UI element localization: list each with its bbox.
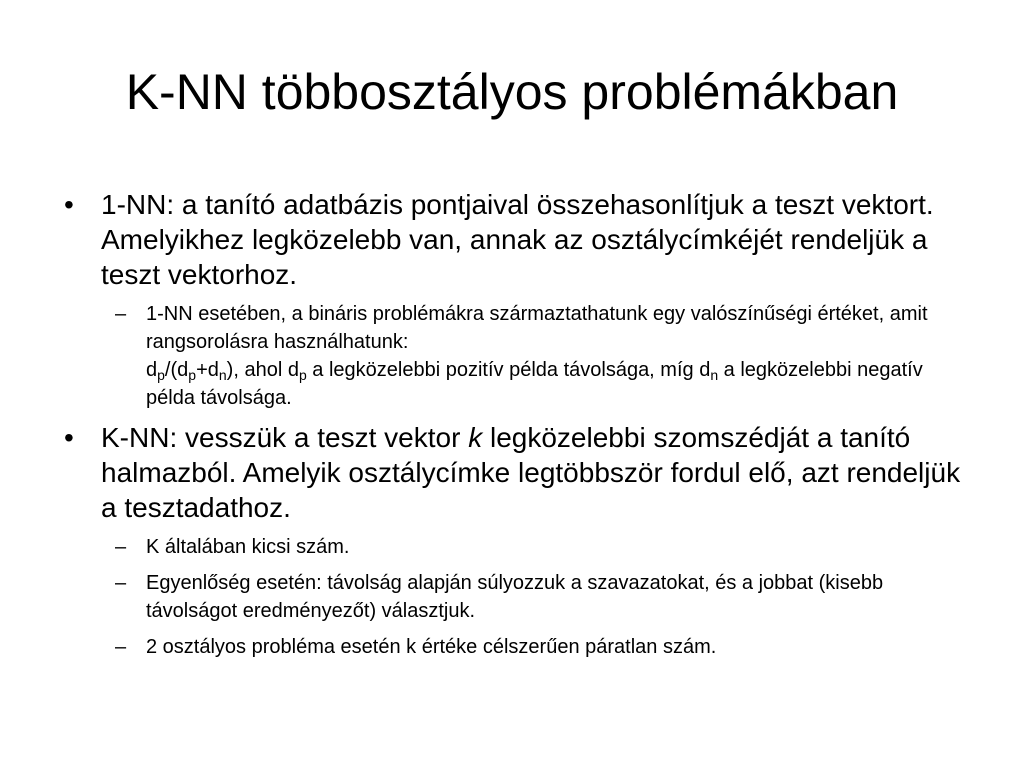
slide-title: K-NN többosztályos problémákban: [125, 64, 899, 120]
bullet-text: 1-NN: a tanító adatbázis pontjaival összehasonlítjuk a teszt vektort. Amelyikhez legközelebb van, annak az osztálycímkéjét rendeljük a teszt vektorhoz.: [101, 189, 934, 290]
sub-item-probability: [115, 300, 956, 412]
dash-icon: –: [115, 636, 127, 658]
sub-item-text: Egyenlőség esetén: távolság alapján súlyozzuk a szavazatokat, és a jobbat (kisebb távolságot eredményezőt) választjuk.: [146, 572, 884, 622]
sub-item-text: 2 osztályos probléma esetén k értéke célszerűen páratlan szám.: [146, 636, 717, 658]
dash-icon: –: [115, 303, 127, 325]
sub-item-text: 1-NN esetében, a bináris problémákra származtathatunk egy valószínűségi értéket, amit rangsorolásra használhatunk: $d_p/(d_p+d_n)$, ahol $d_p$ a legközelebbi pozitív példa távolsága, míg $d_n$ a legközelebbi negatív példa távolsága.: [146, 303, 928, 409]
bullet-icon: •: [64, 422, 74, 453]
sub-item-small-k: [115, 533, 956, 561]
dash-icon: –: [115, 536, 127, 558]
dash-icon: –: [115, 572, 127, 594]
bullet-item-1nn: [64, 187, 964, 292]
bullet-item-knn: [64, 420, 964, 525]
slide-body: [64, 187, 964, 669]
bullet-icon: •: [64, 189, 74, 220]
sub-item-odd-k: [115, 633, 956, 661]
bullet-text: K-NN: vesszük a teszt vektor k legközelebbi szomszédját a tanító halmazból. Amelyik osztálycímke legtöbbször fordul elő, azt rendeljük a tesztadathoz.: [101, 422, 961, 523]
sub-item-text: K általában kicsi szám.: [146, 536, 350, 558]
sub-item-tie-break: [115, 569, 956, 625]
